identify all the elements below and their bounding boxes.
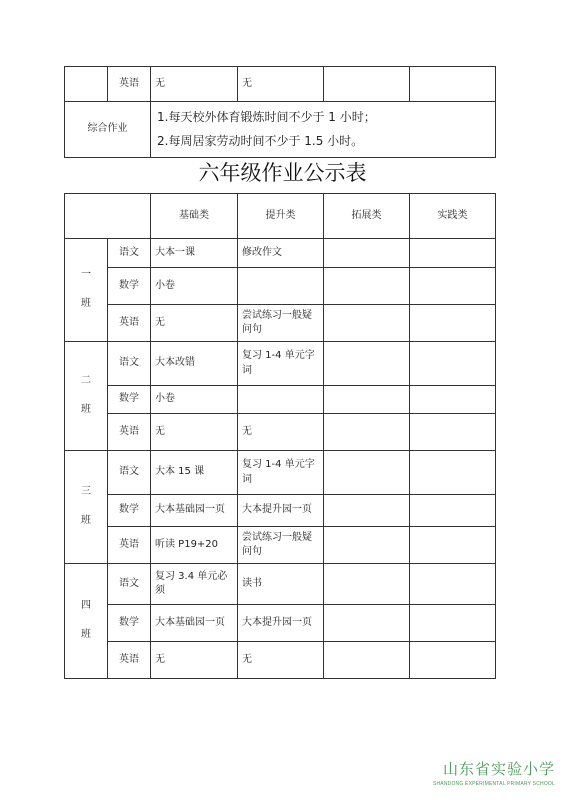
comprehensive-label: 综合作业 [65, 102, 151, 158]
improve-cell: 无 [238, 67, 324, 102]
subject-cell: 语文 [108, 342, 151, 386]
practice-cell [410, 67, 496, 102]
table-row [65, 564, 496, 605]
header-extend: 拓展类 [324, 194, 410, 239]
practice-cell [410, 527, 496, 564]
improve-cell: 尝试练习一般疑问句 [238, 305, 324, 342]
table-row [65, 605, 496, 642]
extend-cell [324, 564, 410, 605]
school-logo-name: 山东省实验小学 [442, 760, 555, 778]
basic-cell: 大本一课 [151, 239, 238, 268]
table-row [65, 305, 496, 342]
practice-cell [410, 451, 496, 495]
table-row [65, 386, 496, 414]
class-name-cell: 一 班 [65, 239, 108, 342]
basic-cell: 复习 3.4 单元必须 [151, 564, 238, 605]
subject-cell: 英语 [108, 414, 151, 451]
practice-cell [410, 239, 496, 268]
empty-cell [65, 67, 108, 102]
comprehensive-line-2: 2.每周居家劳动时间不少于 1.5 小时。 [157, 133, 364, 148]
header-corner-cell [65, 194, 151, 239]
comprehensive-line-1: 1.每天校外体育锻炼时间不少于 1 小时； [157, 110, 376, 125]
improve-cell: 大本提升园一页 [238, 495, 324, 527]
subject-cell: 英语 [108, 67, 151, 102]
basic-cell: 大本基础园一页 [151, 605, 238, 642]
previous-grade-table-tail [64, 66, 496, 158]
practice-cell [410, 386, 496, 414]
basic-cell: 大本 15 课 [151, 451, 238, 495]
table-row [65, 67, 496, 102]
extend-cell [324, 451, 410, 495]
homework-table [64, 193, 496, 679]
table-row [65, 239, 496, 268]
table-row [65, 268, 496, 305]
basic-cell: 小卷 [151, 268, 238, 305]
subject-cell: 数学 [108, 605, 151, 642]
table-row [65, 451, 496, 495]
practice-cell [410, 268, 496, 305]
extend-cell [324, 305, 410, 342]
basic-cell: 小卷 [151, 386, 238, 414]
table-row [65, 495, 496, 527]
page-title: 六年级作业公示表 [198, 161, 367, 185]
table-row [65, 527, 496, 564]
improve-cell: 尝试练习一般疑问句 [238, 527, 324, 564]
extend-cell [324, 605, 410, 642]
extend-cell [324, 239, 410, 268]
comprehensive-content [151, 102, 496, 158]
table-row [65, 414, 496, 451]
basic-cell: 无 [151, 67, 238, 102]
practice-cell [410, 495, 496, 527]
subject-cell: 语文 [108, 451, 151, 495]
extend-cell [324, 67, 410, 102]
basic-cell: 听读 P19+20 [151, 527, 238, 564]
subject-cell: 英语 [108, 642, 151, 679]
basic-cell: 无 [151, 414, 238, 451]
basic-cell: 大本改错 [151, 342, 238, 386]
subject-cell: 数学 [108, 386, 151, 414]
subject-cell: 数学 [108, 495, 151, 527]
practice-cell [410, 305, 496, 342]
extend-cell [324, 495, 410, 527]
practice-cell [410, 564, 496, 605]
extend-cell [324, 414, 410, 451]
extend-cell [324, 386, 410, 414]
subject-cell: 英语 [108, 527, 151, 564]
class-name-cell: 二 班 [65, 342, 108, 451]
improve-cell [238, 268, 324, 305]
header-improve: 提升类 [238, 194, 324, 239]
extend-cell [324, 527, 410, 564]
improve-cell: 复习 1-4 单元字词 [238, 342, 324, 386]
table-row [65, 342, 496, 386]
subject-cell: 语文 [108, 564, 151, 605]
improve-cell: 无 [238, 414, 324, 451]
class-rows [65, 239, 496, 679]
extend-cell [324, 642, 410, 679]
improve-cell: 读书 [238, 564, 324, 605]
subject-cell: 数学 [108, 268, 151, 305]
extend-cell [324, 268, 410, 305]
improve-cell: 复习 1-4 单元字词 [238, 451, 324, 495]
improve-cell: 无 [238, 642, 324, 679]
header-practice: 实践类 [410, 194, 496, 239]
extend-cell [324, 342, 410, 386]
basic-cell: 无 [151, 305, 238, 342]
practice-cell [410, 414, 496, 451]
improve-cell: 大本提升园一页 [238, 605, 324, 642]
table-row [65, 642, 496, 679]
practice-cell [410, 642, 496, 679]
class-name-cell: 四 班 [65, 564, 108, 679]
school-logo-subtitle: SHANDONG EXPERIMENTAL PRIMARY SCHOOL [432, 781, 555, 787]
table-row [65, 102, 496, 158]
basic-cell: 无 [151, 642, 238, 679]
basic-cell: 大本基础园一页 [151, 495, 238, 527]
header-basic: 基础类 [151, 194, 238, 239]
school-logo [433, 758, 555, 787]
subject-cell: 语文 [108, 239, 151, 268]
header-row [65, 194, 496, 239]
improve-cell: 修改作文 [238, 239, 324, 268]
subject-cell: 英语 [108, 305, 151, 342]
practice-cell [410, 605, 496, 642]
practice-cell [410, 342, 496, 386]
class-name-cell: 三 班 [65, 451, 108, 564]
improve-cell [238, 386, 324, 414]
